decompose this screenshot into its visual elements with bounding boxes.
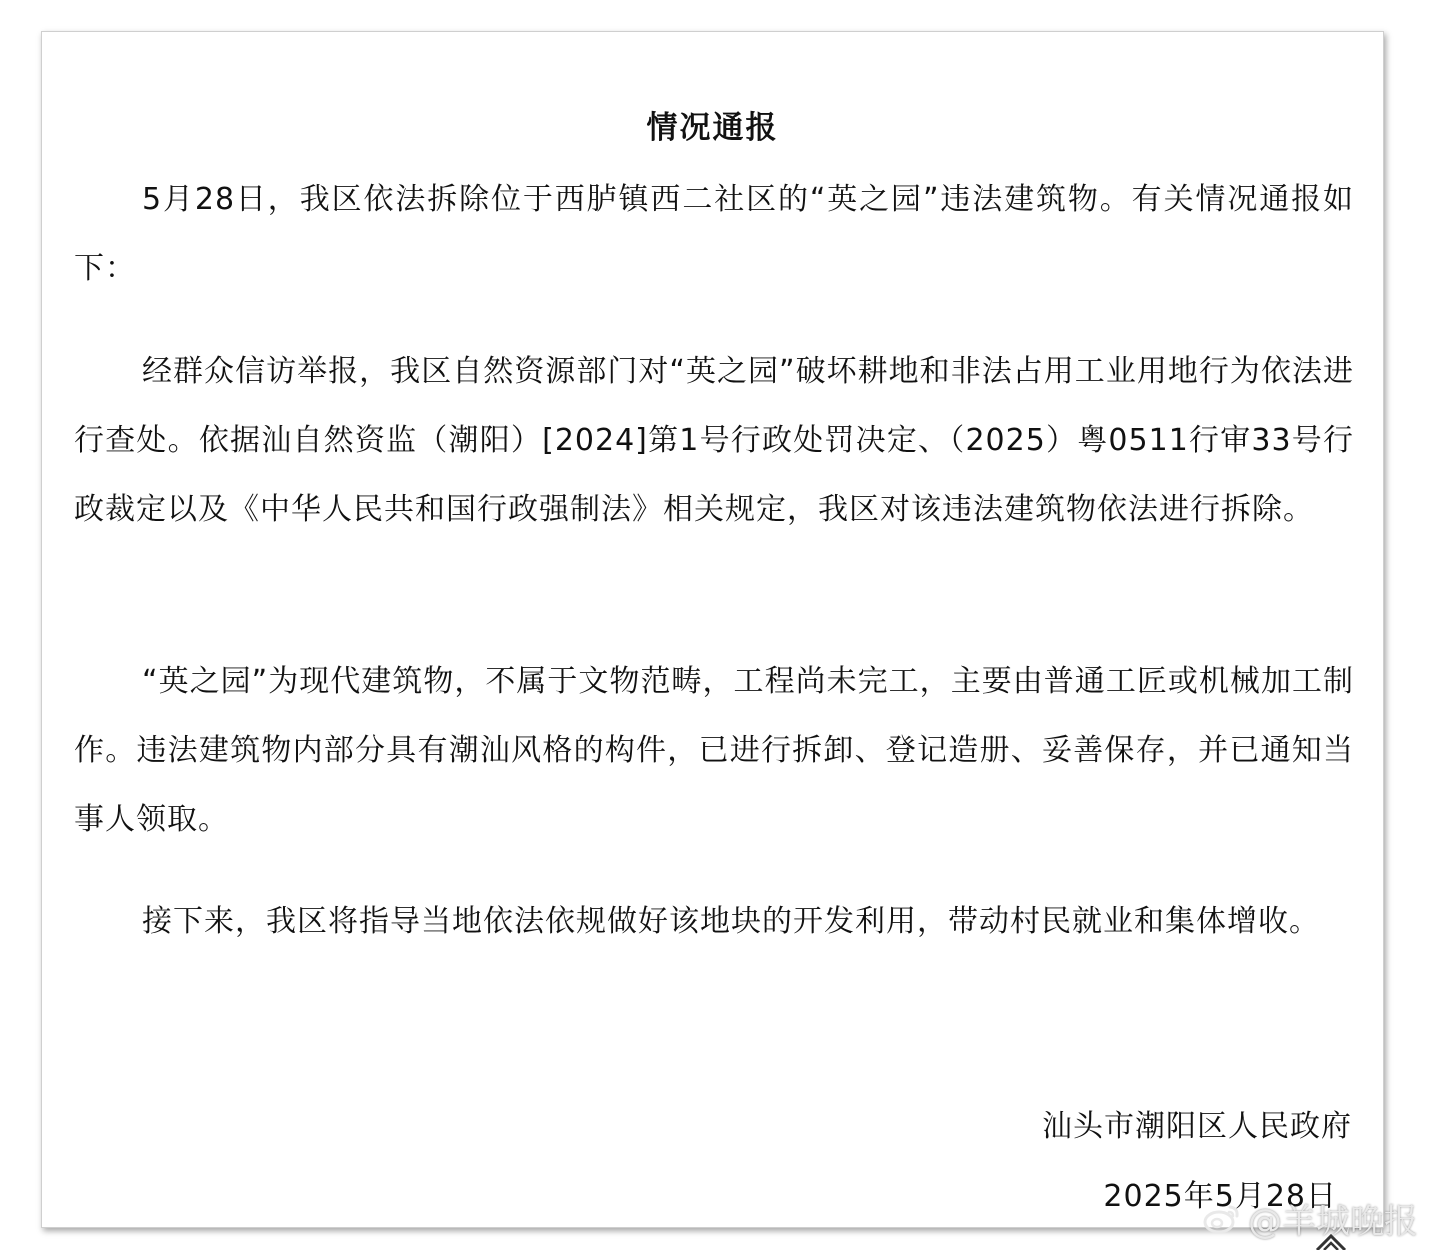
paragraph-investigation: 经群众信访举报，我区自然资源部门对“英之园”破坏耕地和非法占用工业用地行为依法进行查处。依据汕自然资监（潮阳）[2024]第1号行政处罚决定、（2025）粤0511行审33号行政裁定以及《中华人民共和国行政强制法》相关规定，我区对该违法建筑物依法进行拆除。 bbox=[74, 354, 1354, 527]
notice-title: 情况通报 bbox=[646, 110, 779, 146]
notice-paper bbox=[41, 31, 1384, 1228]
paragraph-building-status: “英之园”为现代建筑物，不属于文物范畴，工程尚未完工，主要由普通工匠或机械加工制作。违法建筑物内部分具有潮汕风格的构件，已进行拆卸、登记造册、妥善保存，并已通知当事人领取。 bbox=[74, 664, 1354, 837]
paragraph-next-steps: 接下来，我区将指导当地依法依规做好该地块的开发利用，带动村民就业和集体增收。 bbox=[142, 904, 1320, 939]
weibo-icon bbox=[1202, 1201, 1242, 1235]
paragraph-intro: 5月28日，我区依法拆除位于西胪镇西二社区的“英之园”违法建筑物。有关情况通报如下： bbox=[74, 182, 1354, 286]
issuer-signature: 汕头市潮阳区人民政府 bbox=[1042, 1109, 1352, 1144]
watermark-text: @羊城晚报 bbox=[1248, 1201, 1418, 1242]
issue-date: 2025年5月28日 bbox=[1103, 1179, 1337, 1214]
corner-arrow-icon bbox=[1314, 1230, 1348, 1250]
watermark bbox=[1202, 1196, 1418, 1240]
